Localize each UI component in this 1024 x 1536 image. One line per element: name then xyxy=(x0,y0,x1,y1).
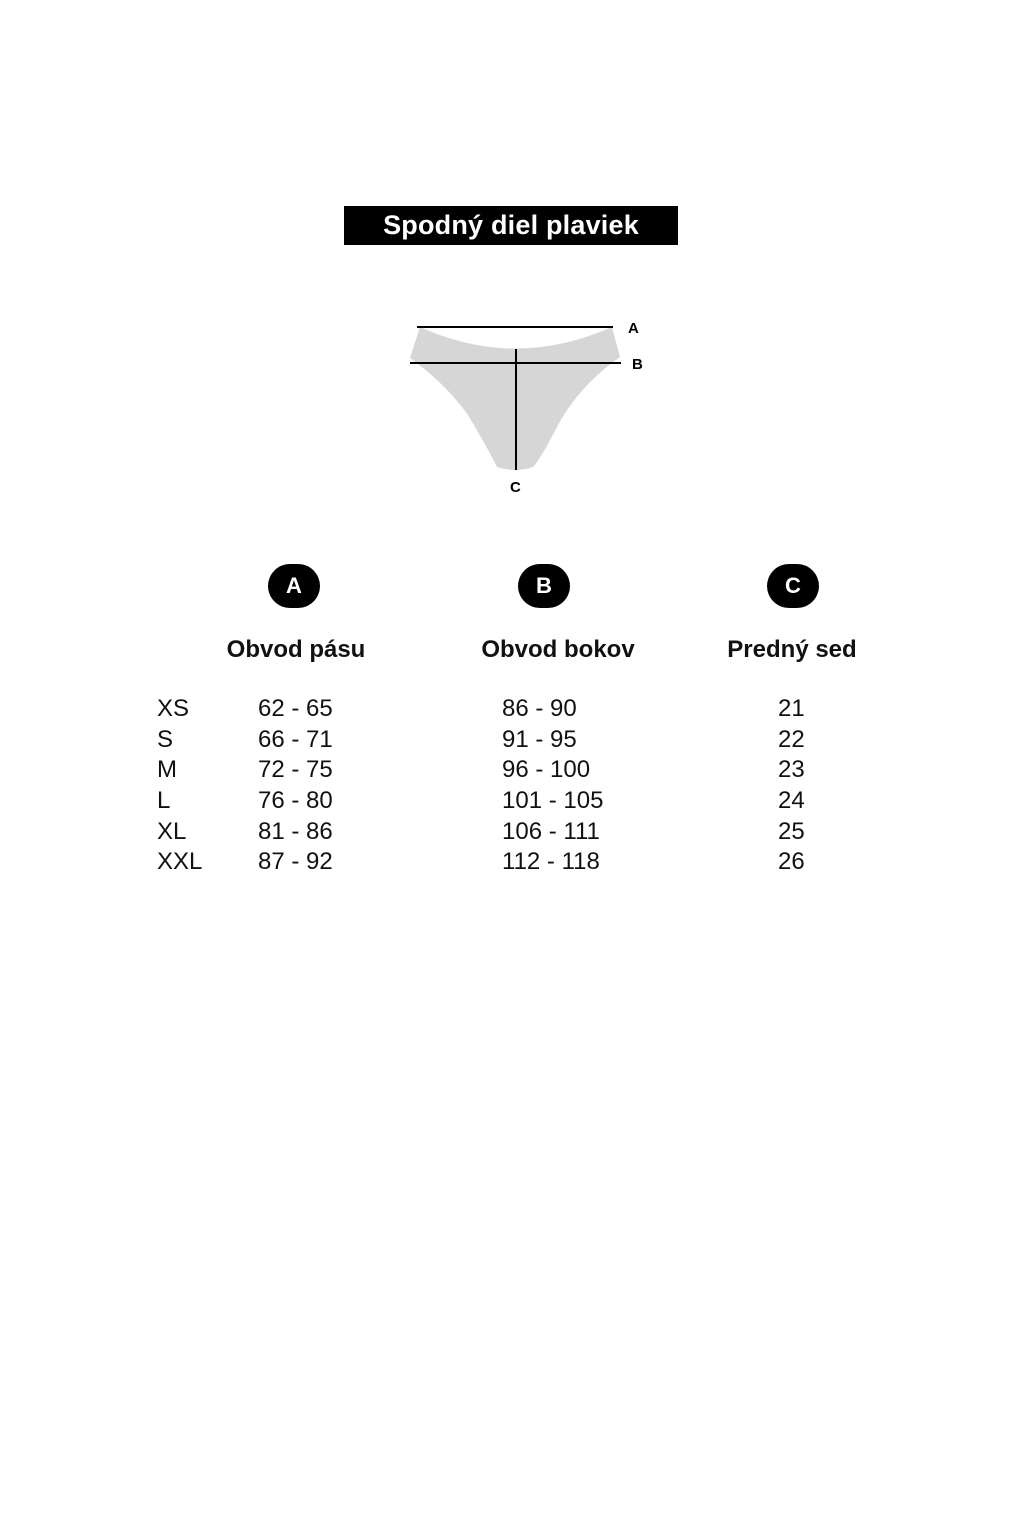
size-label: M xyxy=(157,756,177,784)
hips-value: 112 - 118 xyxy=(502,848,600,876)
column-heading-a: Obvod pásu xyxy=(226,636,366,663)
front-rise-value: 24 xyxy=(778,787,805,815)
bikini-bottom-diagram xyxy=(390,305,660,505)
hips-value: 91 - 95 xyxy=(502,725,577,753)
waist-value: 66 - 71 xyxy=(258,725,333,753)
column-badge-b: B xyxy=(518,564,570,608)
size-label: L xyxy=(157,787,171,815)
hips-value: 96 - 100 xyxy=(502,756,591,784)
waist-value: 76 - 80 xyxy=(258,787,333,815)
front-rise-value: 25 xyxy=(778,817,805,845)
column-badge-c: C xyxy=(767,564,819,608)
hips-value: 106 - 111 xyxy=(502,817,600,845)
front-rise-value: 26 xyxy=(778,848,805,876)
waist-value: 62 - 65 xyxy=(258,695,333,722)
front-rise-value: 21 xyxy=(778,695,805,722)
page-title: Spodný diel plaviek xyxy=(344,206,678,245)
front-rise-value: 22 xyxy=(778,725,805,753)
front-rise-value: 23 xyxy=(778,756,805,784)
size-label: S xyxy=(157,725,174,753)
column-heading-b: Obvod bokov xyxy=(481,636,635,663)
size-column xyxy=(157,694,202,878)
waist-column xyxy=(258,694,333,878)
size-label: XL xyxy=(157,817,187,845)
label-b: B xyxy=(632,356,643,373)
waist-value: 81 - 86 xyxy=(258,817,333,845)
waist-value: 72 - 75 xyxy=(258,756,333,784)
hips-column xyxy=(502,694,603,878)
label-a: A xyxy=(628,320,639,337)
column-badge-a: A xyxy=(268,564,320,608)
label-c: C xyxy=(510,479,521,496)
column-heading-c: Predný sed xyxy=(727,636,857,663)
hips-value: 101 - 105 xyxy=(502,787,604,815)
front-rise-column xyxy=(778,694,805,878)
hips-value: 86 - 90 xyxy=(502,695,577,722)
size-label: XS xyxy=(157,695,190,722)
waist-value: 87 - 92 xyxy=(258,848,333,876)
size-label: XXL xyxy=(157,848,203,876)
